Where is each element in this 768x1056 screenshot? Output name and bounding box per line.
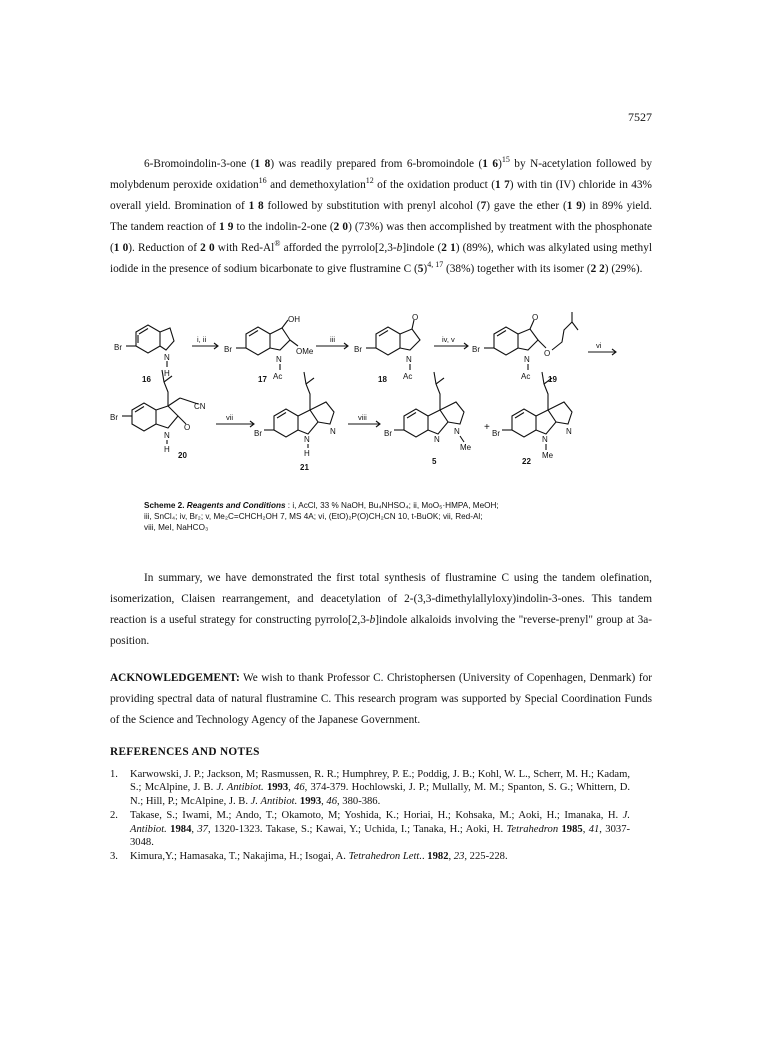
- reaction-arrow: [216, 413, 254, 427]
- h-label: H: [164, 445, 170, 454]
- references-heading: REFERENCES AND NOTES: [110, 746, 260, 758]
- reaction-scheme: [108, 312, 648, 498]
- acknowledgement-heading: ACKNOWLEDGEMENT:: [110, 672, 240, 684]
- reaction-arrow: [434, 335, 468, 349]
- compound-number: 16: [142, 375, 151, 384]
- intro-text: 6-Bromoindolin-3-one (1 8) was readily prepared from 6-bromoindole (1 6)$^{15}$ by N-acetylation followed by molybdenum peroxide oxidation$^{16}$ and demethoxylation$^{12}$ of the oxidation product (1 7) with tin (IV) chloride in 43% overall yield. Bromination of 1 8 followed by substitution with prenyl alcohol (7) gave the ether (1 9) in 89% yield. The tandem reaction of 1 9 to the indolin-2-one (2 0) (73%) was then accomplished by treatment with the phosphonate (1 0). Reduction of 2 0 with Red-Al® afforded the pyrrolo[2,3-b]indole (2 1) (89%), which was alkylated using methyl iodide in the presence of sodium bicarbonate to give flustramine C $(5)^{4, 17}$ (38%) together with its isomer (2 2) (29%).: [110, 155, 653, 275]
- compound-number: 5: [432, 457, 437, 466]
- arrow-conditions: vii: [226, 413, 234, 422]
- compound-18: [354, 313, 420, 384]
- summary-text: In summary, we have demonstrated the first total synthesis of flustramine C using the tandem olefination, isomerization, Claisen rearrangement, and deacetylation of 2-(3,3-dimethylallyloxy)indolin-3-ones. This tandem reaction is a useful strategy for constructing pyrrolo[2,3-b]indole alkaloids involving the "reverse-prenyl" group at 3a-position.: [110, 572, 652, 647]
- scheme-title: Scheme 2.: [144, 501, 185, 510]
- reference-number: 3.: [110, 851, 118, 863]
- n-label: N: [566, 427, 572, 436]
- reference-item: [110, 850, 630, 863]
- arrow-conditions: iv, v: [442, 335, 455, 344]
- caption-line-3: viii, MeI, NaHCO₃: [144, 523, 209, 532]
- n-label: N: [164, 431, 170, 440]
- n-label: N: [304, 435, 310, 444]
- caption-line-1: : i, AcCl, 33 % NaOH, Bu₄NHSO₄; ii, MoO₅·HMPA, MeOH;: [285, 501, 499, 510]
- compound-22: [492, 372, 572, 466]
- summary-paragraph: [110, 568, 652, 652]
- o-label: O: [412, 313, 419, 322]
- arrow-conditions: i, ii: [197, 335, 207, 344]
- compound-16: [114, 325, 174, 384]
- arrow-conditions: iii: [330, 335, 335, 344]
- n-label: N: [434, 435, 440, 444]
- h-label: H: [164, 369, 170, 378]
- compound-number: 18: [378, 375, 387, 384]
- compound-number: 20: [178, 451, 187, 460]
- acknowledgement-section: [110, 668, 652, 731]
- br-label: Br: [472, 345, 480, 354]
- reaction-arrow: [588, 341, 616, 355]
- n-label: N: [276, 355, 282, 364]
- reference-text: Kimura,Y.; Hamasaka, T.; Nakajima, H.; Isogai, A. Tetrahedron Lett.. 1982, 23, 225-228.: [130, 851, 508, 863]
- reference-number: 2.: [110, 810, 118, 822]
- compound-5: [384, 372, 472, 466]
- n-label: N: [164, 353, 170, 362]
- compound-number: 22: [522, 457, 531, 466]
- o-label: O: [184, 423, 191, 432]
- compound-20: [110, 370, 206, 460]
- o-label: O: [532, 313, 539, 322]
- n-label: N: [454, 427, 460, 436]
- compound-19: [472, 312, 578, 384]
- acknowledgement-text: We wish to thank Professor C. Christophersen (University of Copenhagen, Denmark) for providing spectral data of natural flustramine C. This research program was supported by Special Coordination Funds of the Science and Technology Agency of the Japanese Government.: [110, 672, 652, 726]
- scheme-caption: [144, 500, 614, 533]
- br-label: Br: [110, 413, 118, 422]
- n-label: N: [406, 355, 412, 364]
- o-label: O: [544, 349, 551, 358]
- br-label: Br: [492, 429, 500, 438]
- conditions-label: Reagents and Conditions: [186, 501, 286, 510]
- n-label: N: [524, 355, 530, 364]
- me-label: Me: [542, 451, 554, 460]
- br-label: Br: [254, 429, 262, 438]
- me-label: Me: [460, 443, 472, 452]
- intro-paragraph: [110, 154, 652, 280]
- reaction-arrow: [192, 335, 218, 349]
- arrow-conditions: viii: [358, 413, 367, 422]
- br-label: Br: [114, 343, 122, 352]
- n-label: N: [542, 435, 548, 444]
- caption-line-2: iii, SnCl₄; iv, Br₂; v, Me₂C=CHCH₂OH 7, MS 4A; vi, (EtO)₂P(O)CH₂CN 10, t-BuOK; vii, Red-Al;: [144, 512, 483, 521]
- h-label: H: [304, 449, 310, 458]
- reaction-arrow: [348, 413, 380, 427]
- ome-label: OMe: [296, 347, 314, 356]
- n-label: N: [330, 427, 336, 436]
- arrow-conditions: vi: [596, 341, 602, 350]
- reference-item: [110, 809, 630, 849]
- br-label: Br: [384, 429, 392, 438]
- reference-number: 1.: [110, 769, 118, 780]
- br-label: Br: [224, 345, 232, 354]
- compound-number: 19: [548, 375, 557, 384]
- reference-text: Takase, S.; Iwami, M.; Ando, T.; Okamoto, M; Yoshida, K.; Horiai, H.; Kohsaka, M.; Aoki, H.; Imanaka, H. J. Antibiot. 1984, 37, 1320-1323. Takase, S.; Kawai, Y.; Uchida, I.; Tanaka, H.; Aoki, H. Tetrahedron 1985, 41, 3037-3048.: [130, 810, 631, 849]
- references-list: [110, 768, 630, 865]
- compound-number: 17: [258, 375, 267, 384]
- ac-label: Ac: [273, 372, 283, 381]
- br-label: Br: [354, 345, 362, 354]
- reaction-arrow: [316, 335, 348, 349]
- compound-21: [254, 372, 336, 472]
- compound-17: [224, 315, 314, 384]
- oh-label: OH: [288, 315, 300, 324]
- plus-sign: +: [484, 422, 490, 433]
- page-number: 7527: [628, 110, 652, 124]
- reference-text: Karwowski, J. P.; Jackson, M; Rasmussen, R. R.; Humphrey, P. E.; Poddig, J. B.; Kohl, W. L., Scherr, M. H.; Kadam, S.; McAlpine, J. B. J. Antibiot. 1993, 46, 374-379. Hochlowski, J. P.; Mullally, M. M.; Spanton, S. G.; Whittern, D. N.; Hill, P.; McAlpine, J. B. J. Antibiot. 1993, 46, 380-386.: [130, 769, 631, 807]
- ac-label: Ac: [521, 372, 531, 381]
- compound-number: 21: [300, 463, 309, 472]
- cn-label: CN: [194, 402, 206, 411]
- ac-label: Ac: [403, 372, 413, 381]
- reference-item: [110, 768, 630, 808]
